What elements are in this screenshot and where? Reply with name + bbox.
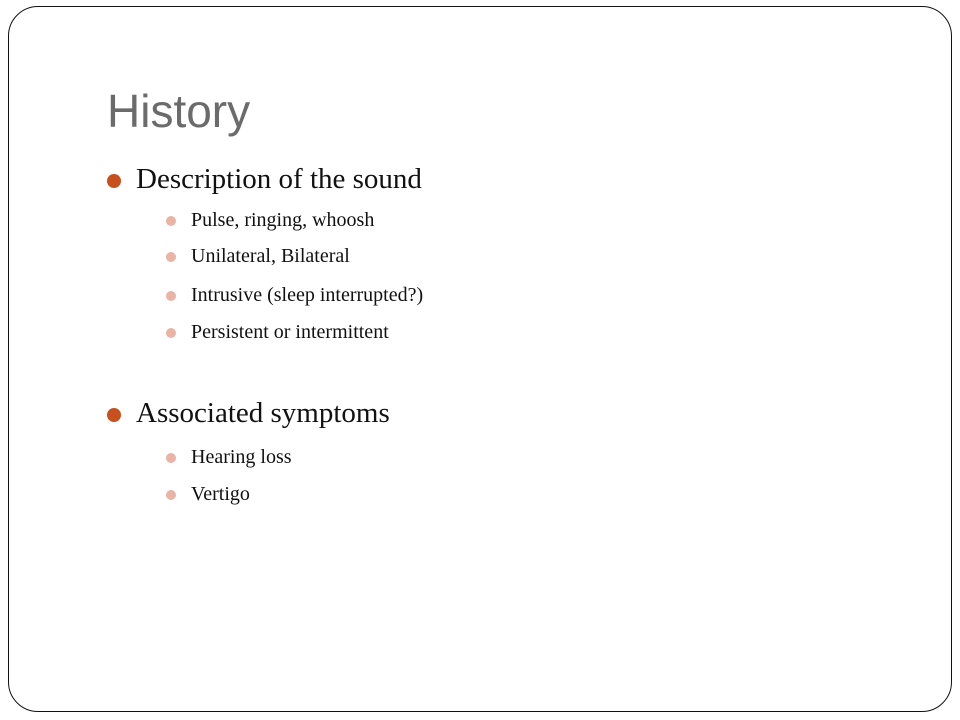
sub-bullet-dot-icon — [166, 216, 176, 226]
sub-bullet-text: Intrusive (sleep interrupted?) — [191, 284, 424, 306]
sub-bullet-dot-icon — [166, 453, 176, 463]
sub-bullet-dot-icon — [166, 328, 176, 338]
slide-title: History — [107, 85, 251, 137]
bullet-heading: Associated symptoms — [136, 397, 390, 429]
sub-bullet-dot-icon — [166, 252, 176, 262]
sub-bullet-text: Unilateral, Bilateral — [191, 245, 350, 267]
sub-bullet-text: Vertigo — [191, 483, 250, 505]
sub-bullet-text: Persistent or intermittent — [191, 321, 389, 343]
bullet-dot-icon — [107, 408, 121, 422]
sub-bullet-dot-icon — [166, 490, 176, 500]
bullet-dot-icon — [107, 174, 121, 188]
sub-bullet-text: Pulse, ringing, whoosh — [191, 209, 375, 231]
bullet-heading: Description of the sound — [136, 163, 422, 195]
sub-bullet-dot-icon — [166, 291, 176, 301]
sub-bullet-text: Hearing loss — [191, 446, 292, 468]
